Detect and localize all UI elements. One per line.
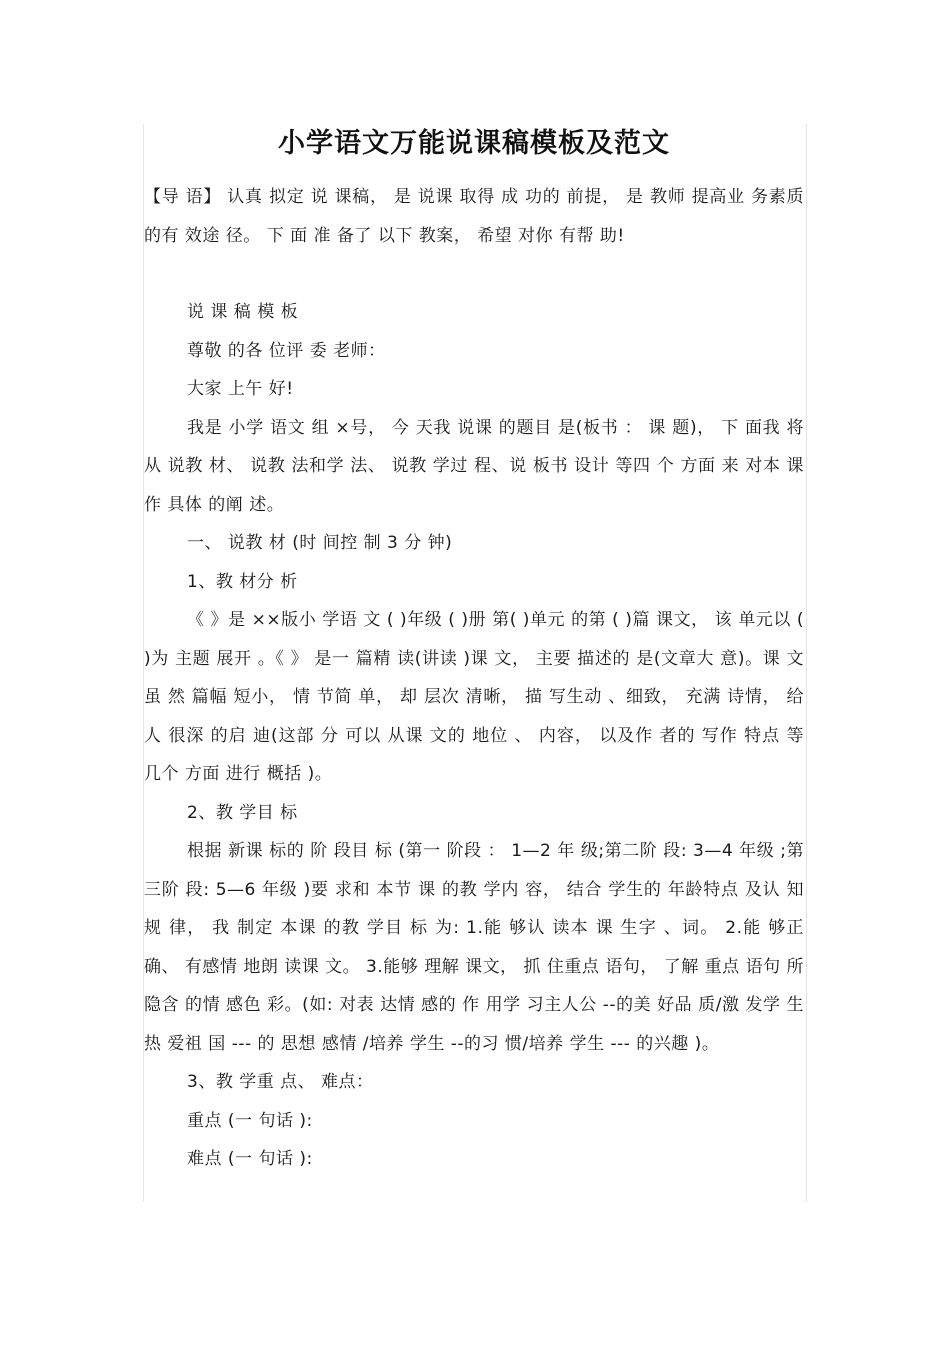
greeting: 大家 上午 好! xyxy=(187,379,294,399)
section-heading-textbook: 一、 说教 材 (时 间控 制 3 分 钟) xyxy=(187,533,453,553)
difficulty-line: 难点 (一 句话 ): xyxy=(187,1149,313,1169)
section-heading-template: 说 课 稿 模 板 xyxy=(187,302,299,322)
document-title: 小学语文万能说课稿模板及范文 xyxy=(278,128,670,159)
teaching-goals-paragraph: 根据 新课 标的 阶 段目 标 (第一 阶段 ： 1—2 年 级;第二阶 段: 3—4 年级 ;第三阶 段: 5—6 年级 )要 求和 本节 课 的教 学内 容， 结合 学生的 年龄特点 及认 知规 律， 我 制定 本课 的教 学目 标 为: 1.能 够认 读本 课 生字 、词。 2.能 够正 确、 有感情 地朗 读课 文。 3.能够 理解 课文， 抓 住重点 语句， 了解 重点 语句 所 隐含 的情 感色 彩。(如: 对表 达情 感的 作 用学 习主人公 --的美 好品 质/激 发学 生热 爱祖 国 --- 的 思想 感情 /培养 学生 --的习 惯/培养 学生 --- 的兴趣 )。 xyxy=(144,841,804,1054)
intro-paragraph: 【导 语】 认真 拟定 说 课稿， 是 说课 取得 成 功的 前提， 是 教师 提高业 务素质 的有 效途 径。 下 面 准 备了 以下 教案， 希望 对你 有帮 助! xyxy=(144,187,804,246)
subheading-teaching-goals: 2、教 学目 标 xyxy=(187,802,298,823)
salutation: 尊敬 的各 位评 委 老师： xyxy=(187,340,386,361)
material-analysis-paragraph: 《 》是 ××版小 学语 文 ( )年级 ( )册 第( )单元 的第 ( )篇 课文， 该 单元以 ( )为 主题 展开 。《 》 是一 篇精 读(讲读 )课 文， 主要 描述的 是(文章大 意)。课 文虽 然 篇幅 短小， 情 节简 单， 却 层次 清晰， 描 写生动 、细致， 充满 诗情， 给 人 很深 的启 迪(这部 分 可以 从课 文的 地位 、 内容， 以及作 者的 写作 特点 等 几个 方面 进行 概括 )。 xyxy=(144,610,804,784)
subheading-material-analysis: 1、教 材分 析 xyxy=(187,571,298,592)
key-point-line: 重点 (一 句话 ): xyxy=(187,1110,313,1131)
opening-paragraph: 我是 小学 语文 组 ×号， 今 天我 说课 的题目 是(板书 ： 课 题)， 下 面我 将从 说教 材、 说教 法和学 法、 说教 学过 程、说 板书 设计 等四 个 方面 来 对本 课作 具体 的阐 述。 xyxy=(144,417,804,515)
document-body xyxy=(144,122,804,1179)
subheading-key-points: 3、教 学重 点、 难点： xyxy=(187,1072,374,1092)
